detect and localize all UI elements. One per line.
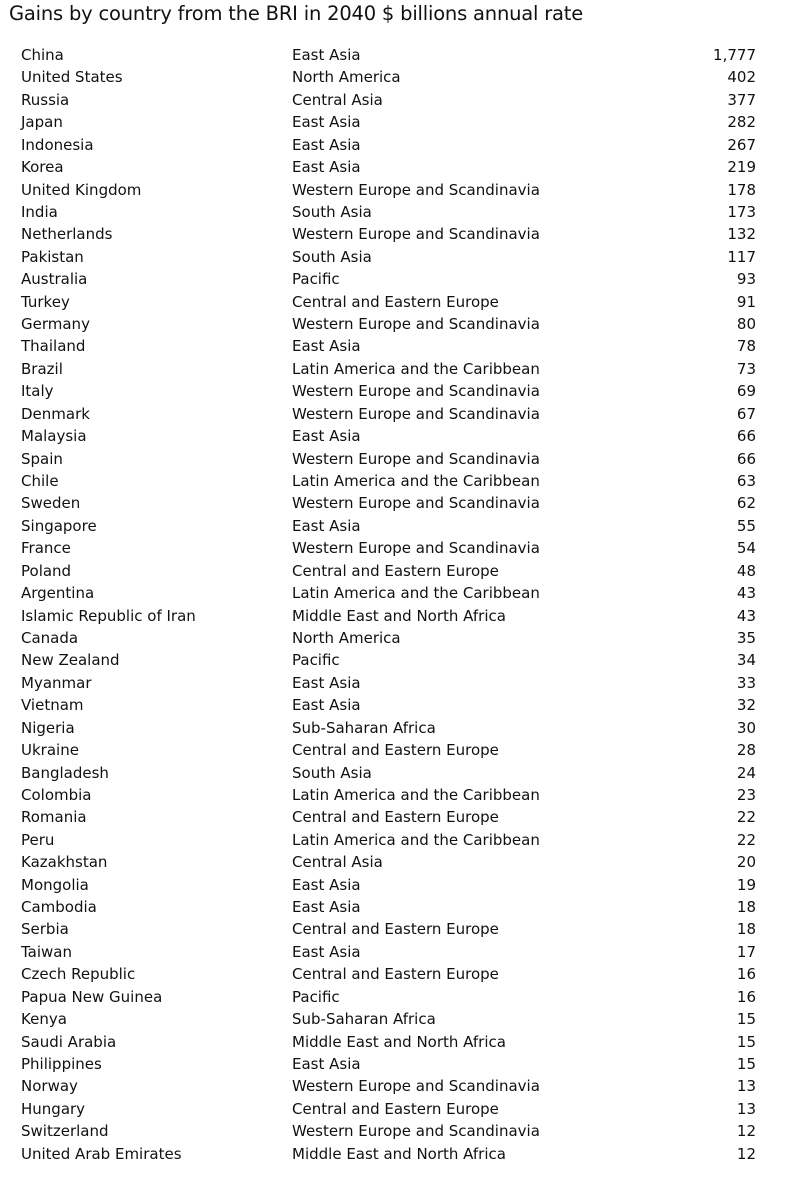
country-cell: Indonesia	[21, 135, 94, 154]
value-cell: 17	[736, 942, 756, 961]
country-cell: Singapore	[21, 516, 97, 535]
region-cell: East Asia	[292, 46, 361, 64]
table-row	[21, 806, 761, 828]
value-cell: 69	[736, 382, 756, 401]
table-row	[21, 582, 761, 604]
value-cell: 24	[736, 763, 756, 782]
table-row	[21, 268, 761, 290]
country-cell: Switzerland	[21, 1122, 109, 1141]
country-cell: United Kingdom	[21, 180, 142, 199]
table-row	[21, 246, 761, 268]
table-row	[21, 425, 761, 447]
country-cell: Korea	[21, 158, 64, 177]
table-row	[21, 313, 761, 335]
value-cell: 19	[736, 875, 756, 894]
value-cell: 66	[736, 449, 756, 468]
region-cell: East Asia	[292, 673, 361, 692]
country-cell: Peru	[21, 830, 55, 849]
value-cell: 15	[736, 1032, 756, 1051]
region-cell: Central and Eastern Europe	[292, 920, 499, 939]
table-row	[21, 784, 761, 806]
region-cell: Sub-Saharan Africa	[292, 1010, 436, 1029]
table-row	[21, 717, 761, 739]
country-cell: Taiwan	[21, 942, 73, 961]
table-row	[21, 1143, 761, 1165]
region-cell: Sub-Saharan Africa	[292, 718, 436, 737]
table-row	[21, 694, 761, 716]
region-cell: Latin America and the Caribbean	[292, 584, 540, 603]
value-cell: 55	[736, 516, 756, 535]
value-cell: 178	[727, 180, 756, 199]
region-cell: Central and Eastern Europe	[292, 965, 499, 984]
country-cell: Nigeria	[21, 718, 75, 737]
table-row	[21, 874, 761, 896]
value-cell: 22	[736, 808, 756, 827]
value-cell: 173	[727, 202, 756, 221]
table-row	[21, 829, 761, 851]
country-cell: Italy	[21, 382, 54, 401]
table-row	[21, 156, 761, 178]
table-row	[21, 739, 761, 761]
country-cell: Papua New Guinea	[21, 987, 163, 1006]
country-cell: Russia	[21, 90, 70, 109]
region-cell: East Asia	[292, 135, 361, 154]
table-row	[21, 66, 761, 88]
table-row	[21, 291, 761, 313]
region-cell: East Asia	[292, 516, 361, 535]
value-cell: 15	[736, 1010, 756, 1029]
region-cell: Western Europe and Scandinavia	[292, 1077, 540, 1096]
value-cell: 73	[736, 359, 756, 378]
region-cell: Middle East and North Africa	[292, 1032, 506, 1051]
gains-table	[21, 44, 761, 1165]
region-cell: Western Europe and Scandinavia	[292, 449, 540, 468]
value-cell: 93	[736, 270, 756, 289]
region-cell: North America	[292, 68, 401, 87]
table-row	[21, 1008, 761, 1030]
region-cell: Central and Eastern Europe	[292, 1099, 499, 1118]
country-cell: Kazakhstan	[21, 853, 108, 872]
value-cell: 15	[736, 1054, 756, 1073]
region-cell: Western Europe and Scandinavia	[292, 404, 540, 423]
country-cell: Hungary	[21, 1099, 86, 1118]
value-cell: 67	[736, 404, 756, 423]
value-cell: 63	[736, 472, 756, 491]
country-cell: Philippines	[21, 1054, 102, 1073]
value-cell: 43	[736, 584, 756, 603]
region-cell: East Asia	[292, 427, 361, 446]
value-cell: 30	[736, 718, 756, 737]
region-cell: Latin America and the Caribbean	[292, 785, 540, 804]
country-cell: Chile	[21, 472, 59, 491]
table-row	[21, 335, 761, 357]
value-cell: 62	[736, 494, 756, 513]
country-cell: Saudi Arabia	[21, 1032, 117, 1051]
region-cell: South Asia	[292, 202, 372, 221]
table-row	[21, 605, 761, 627]
table-row	[21, 762, 761, 784]
value-cell: 132	[727, 225, 756, 244]
table-row	[21, 448, 761, 470]
region-cell: East Asia	[292, 1054, 361, 1073]
table-row	[21, 89, 761, 111]
table-row	[21, 1053, 761, 1075]
country-cell: China	[21, 46, 64, 64]
table-row	[21, 403, 761, 425]
table-row	[21, 672, 761, 694]
region-cell: Pacific	[292, 270, 340, 289]
country-cell: Norway	[21, 1077, 78, 1096]
value-cell: 16	[736, 987, 756, 1006]
country-cell: Mongolia	[21, 875, 89, 894]
value-cell: 54	[736, 539, 756, 558]
country-cell: Canada	[21, 628, 79, 647]
region-cell: Western Europe and Scandinavia	[292, 1122, 540, 1141]
country-cell: Myanmar	[21, 673, 92, 692]
value-cell: 43	[736, 606, 756, 625]
region-cell: Western Europe and Scandinavia	[292, 494, 540, 513]
country-cell: Ukraine	[21, 741, 79, 760]
value-cell: 12	[736, 1122, 756, 1141]
country-cell: Argentina	[21, 584, 95, 603]
region-cell: East Asia	[292, 875, 361, 894]
region-cell: Central and Eastern Europe	[292, 808, 499, 827]
country-cell: Thailand	[21, 337, 86, 356]
country-cell: Vietnam	[21, 696, 84, 715]
country-cell: Cambodia	[21, 898, 97, 917]
region-cell: Latin America and the Caribbean	[292, 830, 540, 849]
value-cell: 66	[736, 427, 756, 446]
region-cell: South Asia	[292, 763, 372, 782]
region-cell: Middle East and North Africa	[292, 606, 506, 625]
table-row	[21, 627, 761, 649]
region-cell: South Asia	[292, 247, 372, 266]
region-cell: Central and Eastern Europe	[292, 292, 499, 311]
country-cell: Colombia	[21, 785, 92, 804]
value-cell: 91	[736, 292, 756, 311]
value-cell: 28	[736, 741, 756, 760]
region-cell: Western Europe and Scandinavia	[292, 382, 540, 401]
country-cell: United Arab Emirates	[21, 1144, 182, 1163]
country-cell: Spain	[21, 449, 63, 468]
value-cell: 32	[736, 696, 756, 715]
table-row	[21, 358, 761, 380]
region-cell: Pacific	[292, 651, 340, 670]
region-cell: Central Asia	[292, 853, 383, 872]
country-cell: Poland	[21, 561, 72, 580]
table-row	[21, 963, 761, 985]
region-cell: Western Europe and Scandinavia	[292, 225, 540, 244]
region-cell: East Asia	[292, 113, 361, 132]
table-title: Gains by country from the BRI in 2040 $ billions annual rate	[9, 2, 584, 25]
table-row	[21, 134, 761, 156]
country-cell: Czech Republic	[21, 965, 136, 984]
region-cell: Western Europe and Scandinavia	[292, 180, 540, 199]
country-cell: New Zealand	[21, 651, 120, 670]
region-cell: East Asia	[292, 898, 361, 917]
region-cell: East Asia	[292, 158, 361, 177]
table-row	[21, 1120, 761, 1142]
region-cell: Central and Eastern Europe	[292, 561, 499, 580]
value-cell: 117	[727, 247, 756, 266]
region-cell: Latin America and the Caribbean	[292, 472, 540, 491]
value-cell: 1,777	[713, 46, 756, 64]
region-cell: East Asia	[292, 337, 361, 356]
country-cell: Sweden	[21, 494, 81, 513]
country-cell: Bangladesh	[21, 763, 109, 782]
country-cell: Malaysia	[21, 427, 87, 446]
country-cell: Kenya	[21, 1010, 67, 1029]
table-row	[21, 470, 761, 492]
country-cell: Pakistan	[21, 247, 84, 266]
value-cell: 13	[736, 1099, 756, 1118]
value-cell: 34	[736, 651, 756, 670]
country-cell: Turkey	[21, 292, 70, 311]
table-row	[21, 201, 761, 223]
country-cell: France	[21, 539, 71, 558]
country-cell: India	[21, 202, 58, 221]
region-cell: Western Europe and Scandinavia	[292, 539, 540, 558]
region-cell: East Asia	[292, 696, 361, 715]
value-cell: 22	[736, 830, 756, 849]
value-cell: 16	[736, 965, 756, 984]
region-cell: Latin America and the Caribbean	[292, 359, 540, 378]
table-row	[21, 1098, 761, 1120]
region-cell: North America	[292, 628, 401, 647]
table-row	[21, 649, 761, 671]
value-cell: 13	[736, 1077, 756, 1096]
value-cell: 282	[727, 113, 756, 132]
table-row	[21, 1031, 761, 1053]
table-row	[21, 380, 761, 402]
region-cell: East Asia	[292, 942, 361, 961]
table-row	[21, 515, 761, 537]
value-cell: 377	[727, 90, 756, 109]
country-cell: United States	[21, 68, 123, 87]
country-cell: Australia	[21, 270, 88, 289]
country-cell: Germany	[21, 315, 90, 334]
country-cell: Romania	[21, 808, 87, 827]
value-cell: 12	[736, 1144, 756, 1163]
value-cell: 402	[727, 68, 756, 87]
country-cell: Japan	[21, 113, 63, 132]
table-row	[21, 851, 761, 873]
table-row	[21, 941, 761, 963]
table-row	[21, 1075, 761, 1097]
table-row	[21, 44, 761, 66]
table-row	[21, 986, 761, 1008]
table-row	[21, 179, 761, 201]
value-cell: 18	[736, 920, 756, 939]
region-cell: Middle East and North Africa	[292, 1144, 506, 1163]
country-cell: Netherlands	[21, 225, 113, 244]
value-cell: 80	[736, 315, 756, 334]
country-cell: Brazil	[21, 359, 63, 378]
value-cell: 267	[727, 135, 756, 154]
value-cell: 18	[736, 898, 756, 917]
region-cell: Pacific	[292, 987, 340, 1006]
value-cell: 78	[736, 337, 756, 356]
country-cell: Islamic Republic of Iran	[21, 606, 196, 625]
table-row	[21, 896, 761, 918]
region-cell: Central Asia	[292, 90, 383, 109]
value-cell: 35	[736, 628, 756, 647]
table-row	[21, 492, 761, 514]
table-row	[21, 223, 761, 245]
table-row	[21, 111, 761, 133]
table-row	[21, 560, 761, 582]
region-cell: Western Europe and Scandinavia	[292, 315, 540, 334]
value-cell: 219	[727, 158, 756, 177]
country-cell: Serbia	[21, 920, 69, 939]
country-cell: Denmark	[21, 404, 90, 423]
region-cell: Central and Eastern Europe	[292, 741, 499, 760]
value-cell: 20	[736, 853, 756, 872]
value-cell: 48	[736, 561, 756, 580]
table-row	[21, 537, 761, 559]
table-row	[21, 918, 761, 940]
value-cell: 33	[736, 673, 756, 692]
value-cell: 23	[736, 785, 756, 804]
